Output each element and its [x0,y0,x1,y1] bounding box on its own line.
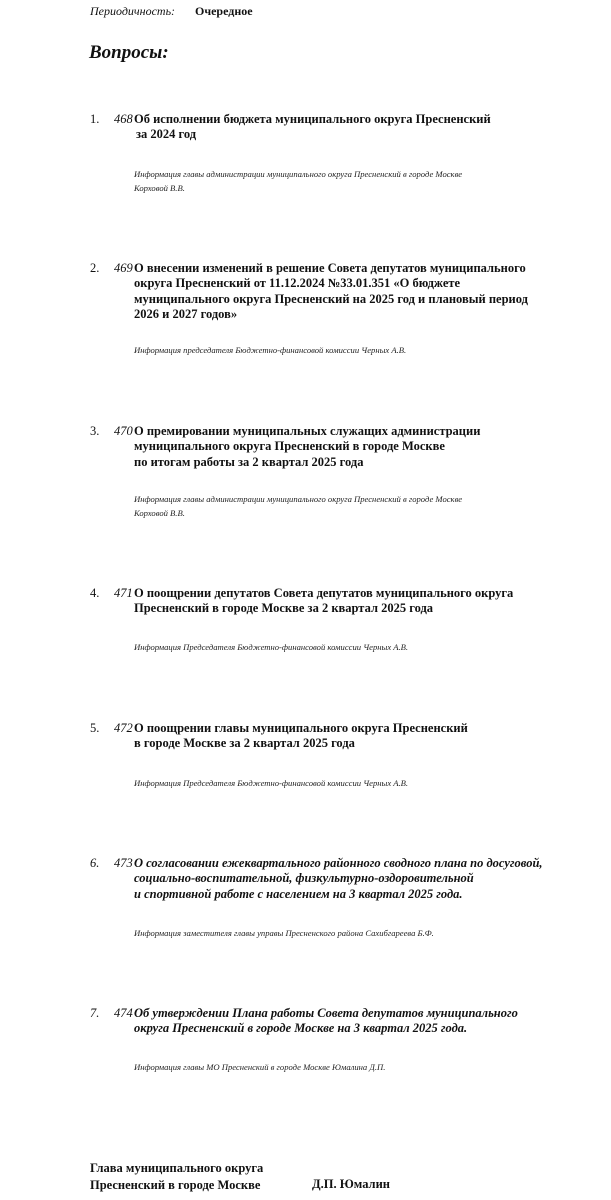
item-number: 4. [90,586,100,600]
item-number: 2. [90,261,100,275]
item-number: 3. [90,424,100,438]
signature-position-line: Глава муниципального округа [90,1161,264,1175]
item-info-line: Информация заместителя главы управы Пресненского района Сахибгареева Б.Ф. [134,928,434,938]
item-title [134,586,564,617]
item-title-line: округа Пресненский от 11.12.2024 №33.01.351 «О бюджете [134,276,461,291]
item-info-line: Информация Председателя Бюджетно-финансовой комиссии Черных А.В. [134,778,409,788]
item-title [134,856,564,902]
questions-heading: Вопросы: [89,42,169,63]
item-info [134,492,554,520]
item-title-line: муниципального округа Пресненский на 2025 год и плановый период [134,291,528,306]
item-number: 7. [90,1006,100,1020]
signature-name: Д.П. Юмалин [312,1177,390,1191]
item-title [134,424,564,470]
signature-position [90,1160,263,1193]
item-title-line: и спортивной работе с населением на 3 квартал 2025 года. [134,886,463,901]
item-info [134,640,554,654]
item-info [134,776,554,790]
item-code: 470 [114,424,133,438]
item-title-line: муниципального округа Пресненский в городе Москве [134,439,445,454]
item-title [134,721,564,752]
item-title [134,112,564,143]
item-info [134,926,554,940]
periodicity-row [90,4,253,19]
item-info [134,167,554,195]
item-title-line: О внесении изменений в решение Совета депутатов муниципального [134,261,526,275]
item-code: 472 [114,721,133,735]
item-title [134,261,564,323]
item-info [134,343,554,357]
item-info-line: Информация председателя Бюджетно-финансовой комиссии Черных А.В. [134,345,407,355]
item-title-line: Об утверждении Плана работы Совета депутатов муниципального [134,1006,518,1020]
item-title-line: округа Пресненский в городе Москве на 3 квартал 2025 года. [134,1021,468,1036]
item-number: 1. [90,112,100,126]
item-title [134,1006,564,1037]
item-title-line: социально-воспитательной, физкультурно-оздоровительной [134,871,474,886]
item-info [134,1060,554,1074]
item-code: 474 [114,1006,133,1020]
item-number: 5. [90,721,100,735]
signature-position-line: Пресненский в городе Москве [90,1177,261,1192]
item-info-line: Информация главы администрации муниципального округа Пресненский в городе Москве [134,494,463,504]
item-title-line: О согласовании ежеквартального районного сводного плана по досуговой, [134,856,543,870]
item-title-line: в городе Москве за 2 квартал 2025 года [134,736,355,751]
item-title-line: 2026 и 2027 годов» [134,307,238,322]
item-code: 471 [114,586,133,600]
item-info-line: Информация главы администрации муниципального округа Пресненский в городе Москве [134,169,463,179]
item-info-line: Информация Председателя Бюджетно-финансовой комиссии Черных А.В. [134,642,409,652]
item-title-line: Об исполнении бюджета муниципального округа Пресненский [134,112,491,126]
item-title-line: О премировании муниципальных служащих администрации [134,424,481,438]
item-title-line: О поощрении депутатов Совета депутатов муниципального округа [134,586,514,600]
item-info-line: Корховой В.В. [134,508,185,518]
item-code: 468 [114,112,133,126]
periodicity-value: Очередное [195,4,253,18]
item-title-line: Пресненский в городе Москве за 2 квартал 2025 года [134,601,434,616]
periodicity-label: Периодичность: [90,4,176,18]
item-title-line: по итогам работы за 2 квартал 2025 года [134,454,364,469]
item-code: 469 [114,261,133,275]
item-info-line: Информация главы МО Пресненский в городе Москве Юмалина Д.П. [134,1062,386,1072]
item-title-line: О поощрении главы муниципального округа Пресненский [134,721,468,735]
item-number: 6. [90,856,100,870]
item-info-line: Корховой В.В. [134,183,185,193]
item-title-line: за 2024 год [136,127,197,142]
item-code: 473 [114,856,133,870]
